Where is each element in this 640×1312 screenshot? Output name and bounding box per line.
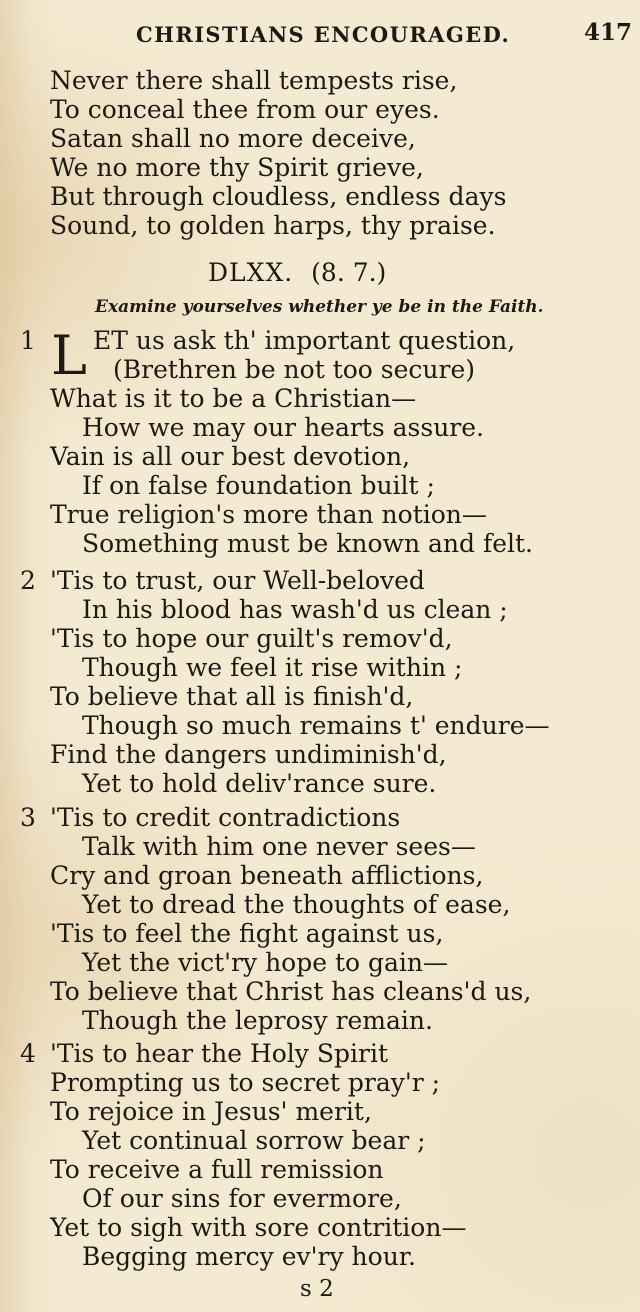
verse-line: To believe that Christ has cleans'd us, [50,977,532,1006]
verse-line: Though so much remains t' endure— [82,711,550,740]
verse-line: But through cloudless, endless days [50,182,507,211]
verse-line: ET us ask th' important question, [93,326,516,355]
verse-line: Of our sins for evermore, [82,1184,402,1213]
stanza-number: 2 [20,566,36,595]
verse-line: In his blood has wash'd us clean ; [82,595,508,624]
verse-line: Yet to sigh with sore contrition— [50,1213,467,1242]
verse-line: We no more thy Spirit grieve, [50,153,424,182]
verse-line: 'Tis to hope our guilt's remov'd, [50,624,453,653]
stanza-number: 1 [20,326,36,355]
stanza [20,324,610,558]
verse-line: True religion's more than notion— [50,500,487,529]
verse-line: Something must be known and felt. [82,529,533,558]
verse-line: To receive a full remission [50,1155,384,1184]
verse-line: How we may our hearts assure. [82,413,485,442]
verse-line: (Brethren be not too secure) [113,355,476,384]
verse-line: Satan shall no more deceive, [50,124,416,153]
stanza-number: 4 [20,1039,36,1068]
verse-line: To believe that all is finish'd, [50,682,414,711]
verse-line: Prompting us to secret pray'r ; [50,1068,441,1097]
verse-line: Though we feel it rise within ; [82,653,463,682]
verse-line: Yet the vict'ry hope to gain— [82,948,449,977]
hymn-meter: (8. 7.) [311,258,387,287]
hymn-number: DLXX. [208,258,294,287]
previous-hymn-ending [50,66,610,240]
verse-line: 'Tis to hear the Holy Spirit [50,1039,388,1068]
verse-line: Find the dangers undiminish'd, [50,740,447,769]
hymn-subtitle: Examine yourselves whether ye be in the Faith. [95,297,544,317]
verse-line: To conceal thee from our eyes. [50,95,440,124]
verse-line: To rejoice in Jesus' merit, [50,1097,372,1126]
verse-line: Talk with him one never sees— [82,832,476,861]
running-title: CHRISTIANS ENCOURAGED. [136,22,511,47]
stanza [20,566,610,798]
stanza [20,1039,610,1271]
stanza [20,803,610,1035]
drop-cap: L [51,324,87,387]
stanza-number: 3 [20,803,36,832]
verse-line: 'Tis to credit contradictions [50,803,401,832]
verse-line: Yet to hold deliv'rance sure. [82,769,437,798]
hymn-heading [208,258,386,287]
page-number: 417 [584,19,633,46]
verse-line: Sound, to golden harps, thy praise. [50,211,496,240]
verse-line: 'Tis to trust, our Well-beloved [50,566,425,595]
verse-line: Never there shall tempests rise, [50,66,458,95]
verse-line: Yet to dread the thoughts of ease, [82,890,511,919]
page-header [0,19,640,56]
signature-mark: s 2 [300,1276,334,1302]
verse-line: Yet continual sorrow bear ; [82,1126,426,1155]
verse-line: What is it to be a Christian— [50,384,417,413]
verse-line: Cry and groan beneath afflictions, [50,861,484,890]
verse-line: 'Tis to feel the fight against us, [50,919,444,948]
verse-line: Vain is all our best devotion, [50,442,411,471]
verse-line: Though the leprosy remain. [82,1006,433,1035]
verse-line: Begging mercy ev'ry hour. [82,1242,416,1271]
verse-line: If on false foundation built ; [82,471,435,500]
